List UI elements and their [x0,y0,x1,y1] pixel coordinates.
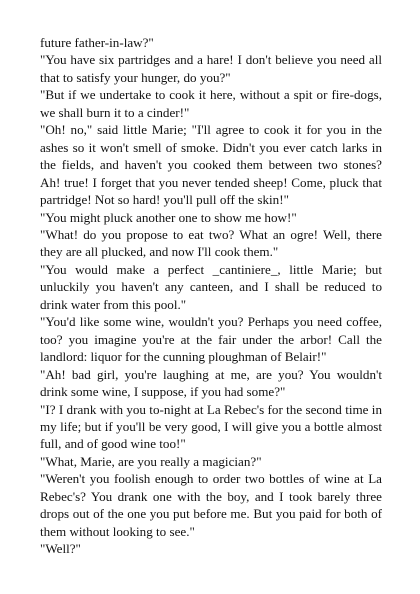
paragraph: "Ah! bad girl, you're laughing at me, are you? You wouldn't drink some wine, I suppose, if you had some?" [40,366,382,400]
paragraph: "What! do you propose to eat two? What an ogre! Well, there they are all plucked, and now I'll cook them." [40,226,382,260]
paragraph: "Oh! no," said little Marie; "I'll agree to cook it for you in the ashes so it won't smell of smoke. Didn't you ever catch larks in the fields, and haven't you cooked them between two stones? Ah! true! I forget that you never tended sheep! Come, pluck that partridge! Not so hard! you'll pull off the skin!" [40,122,382,208]
paragraph: "But if we undertake to cook it here, without a spit or fire-dogs, we shall burn it to a cinder!" [40,87,382,120]
paragraph: "Well?" [40,541,81,557]
paragraph: "Weren't you foolish enough to order two bottles of wine at La Rebec's? You drank one with the boy, and I took barely three drops out of the one you put before me. But you paid for both of them without looking to see." [40,471,382,539]
paragraph: "You have six partridges and a hare! I don't believe you need all that to satisfy your hunger, do you?" [40,52,382,85]
page-text [40,34,382,558]
paragraph: "I? I drank with you to-night at La Rebec's for the second time in my life; but if you'll be very good, I will give you a bottle almost full, and of good wine too!" [40,401,382,452]
paragraph: "You might pluck another one to show me how!" [40,209,297,225]
paragraph: "You would make a perfect _cantiniere_, little Marie; but unluckily you haven't any canteen, and I shall be reduced to drink water from this pool." [40,261,382,312]
paragraph: "What, Marie, are you really a magician?" [40,453,262,469]
paragraph: "You'd like some wine, wouldn't you? Perhaps you need coffee, too? you imagine you're at the fair under the arbor! Call the landlord: liquor for the cunning ploughman of Belair!" [40,314,382,365]
paragraph: future father-in-law?" [40,35,154,50]
